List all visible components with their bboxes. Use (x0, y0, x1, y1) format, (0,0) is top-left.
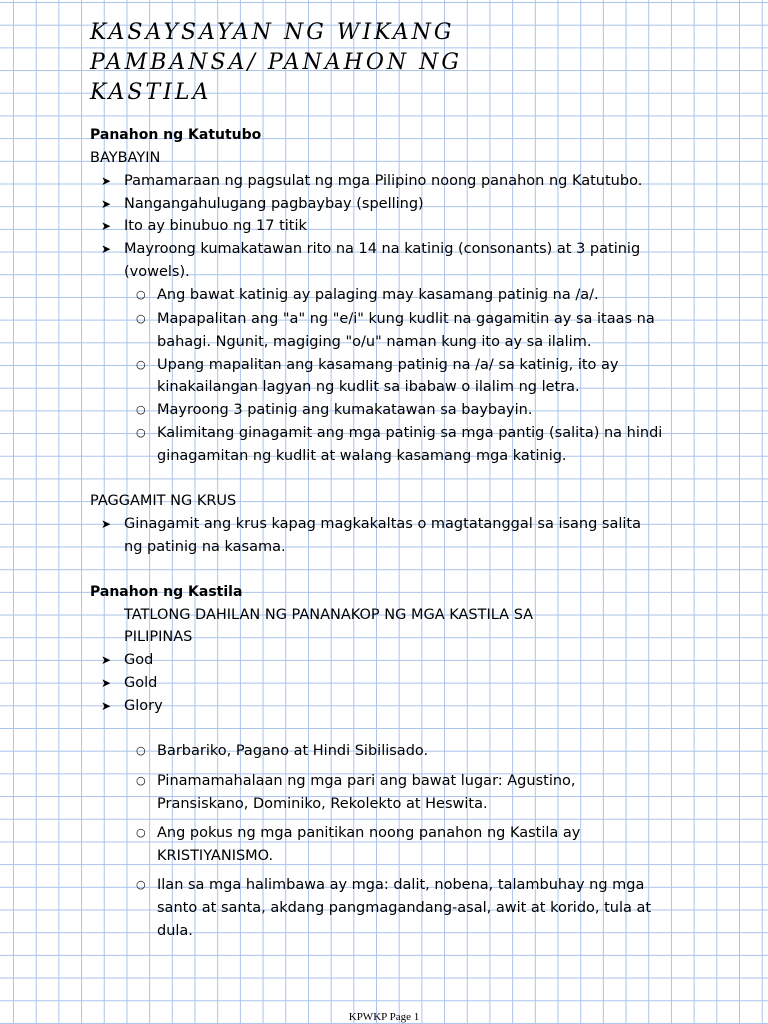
arrow-bullet-icon: ➤ (101, 653, 112, 667)
list-item: Nangangahulugang pagbaybay (spelling) (124, 196, 424, 212)
sub-list-item-line: kinakailangan lagyan ng kudlit sa ibabaw o ilalim ng letra. (157, 379, 580, 395)
sub-list-item-line: Kalimitang ginagamit ang mga patinig sa mga pantig (salita) na hindi (157, 425, 663, 441)
arrow-bullet-icon: ➤ (101, 699, 112, 713)
sub-list-item: Barbariko, Pagano at Hindi Sibilisado. (157, 743, 429, 759)
title-line: PAMBANSA/ PANAHON NG (90, 50, 462, 75)
title-line: KASAYSAYAN NG WIKANG (90, 20, 455, 45)
circle-bullet-icon: ○ (136, 403, 146, 416)
circle-bullet-icon: ○ (136, 426, 146, 439)
list-item-line: ng patinig na kasama. (124, 539, 286, 555)
list-item: Pamamaraan ng pagsulat ng mga Pilipino noong panahon ng Katutubo. (124, 173, 643, 189)
circle-bullet-icon: ○ (136, 744, 146, 757)
list-item-line: (vowels). (124, 264, 190, 280)
circle-bullet-icon: ○ (136, 878, 146, 891)
circle-bullet-icon: ○ (136, 774, 146, 787)
arrow-bullet-icon: ➤ (101, 174, 112, 188)
arrow-bullet-icon: ➤ (101, 242, 112, 256)
subsection-heading-dahilan: PILIPINAS (124, 629, 193, 645)
title-line: KASTILA (90, 80, 212, 105)
arrow-bullet-icon: ➤ (101, 219, 112, 233)
circle-bullet-icon: ○ (136, 288, 146, 301)
arrow-bullet-icon: ➤ (101, 517, 112, 531)
sub-list-item-line: ginagamitan ng kudlit at walang kasamang mga katinig. (157, 448, 567, 464)
section-heading-kastila: Panahon ng Kastila (90, 584, 243, 600)
document-title (90, 18, 610, 108)
subsection-heading-krus: PAGGAMIT NG KRUS (90, 493, 237, 509)
list-item-line: Mayroong kumakatawan rito na 14 na katinig (consonants) at 3 patinig (124, 241, 641, 257)
list-item: God (124, 652, 154, 668)
arrow-bullet-icon: ➤ (101, 676, 112, 690)
sub-list-item: Ang bawat katinig ay palaging may kasamang patinig na /a/. (157, 287, 599, 303)
sub-list-item-line: Ang pokus ng mga panitikan noong panahon ng Kastila ay (157, 825, 581, 841)
list-item-line: Ginagamit ang krus kapag magkakaltas o magtatanggal sa isang salita (124, 516, 641, 532)
sub-list-item-line: Upang mapalitan ang kasamang patinig na /a/ sa katinig, ito ay (157, 357, 619, 373)
sub-list-item-line: bahagi. Ngunit, magiging "o/u" naman kung ito ay sa ilalim. (157, 334, 592, 350)
subsection-heading-baybayin: BAYBAYIN (90, 150, 161, 166)
circle-bullet-icon: ○ (136, 826, 146, 839)
sub-list-item: Mayroong 3 patinig ang kumakatawan sa baybayin. (157, 402, 533, 418)
sub-list-item-line: dula. (157, 923, 193, 939)
sub-list-item-line: Mapapalitan ang "a" ng "e/i" kung kudlit na gagamitin ay sa itaas na (157, 311, 655, 327)
list-item: Ito ay binubuo ng 17 titik (124, 218, 307, 234)
circle-bullet-icon: ○ (136, 358, 146, 371)
arrow-bullet-icon: ➤ (101, 197, 112, 211)
list-item: Glory (124, 698, 163, 714)
sub-list-item-line: Pransiskano, Dominiko, Rekolekto at Heswita. (157, 796, 488, 812)
subsection-heading-dahilan: TATLONG DAHILAN NG PANANAKOP NG MGA KASTILA SA (124, 607, 534, 623)
sub-list-item-line: KRISTIYANISMO. (157, 848, 274, 864)
sub-list-item-line: santo at santa, akdang pangmagandang-asal, awit at korido, tula at (157, 900, 652, 916)
list-item: Gold (124, 675, 158, 691)
page-footer: KPWKP Page 1 (348, 1011, 420, 1023)
circle-bullet-icon: ○ (136, 312, 146, 325)
section-heading-katutubo: Panahon ng Katutubo (90, 127, 262, 143)
sub-list-item-line: Ilan sa mga halimbawa ay mga: dalit, nobena, talambuhay ng mga (157, 877, 645, 893)
sub-list-item-line: Pinamamahalaan ng mga pari ang bawat lugar: Agustino, (157, 773, 576, 789)
